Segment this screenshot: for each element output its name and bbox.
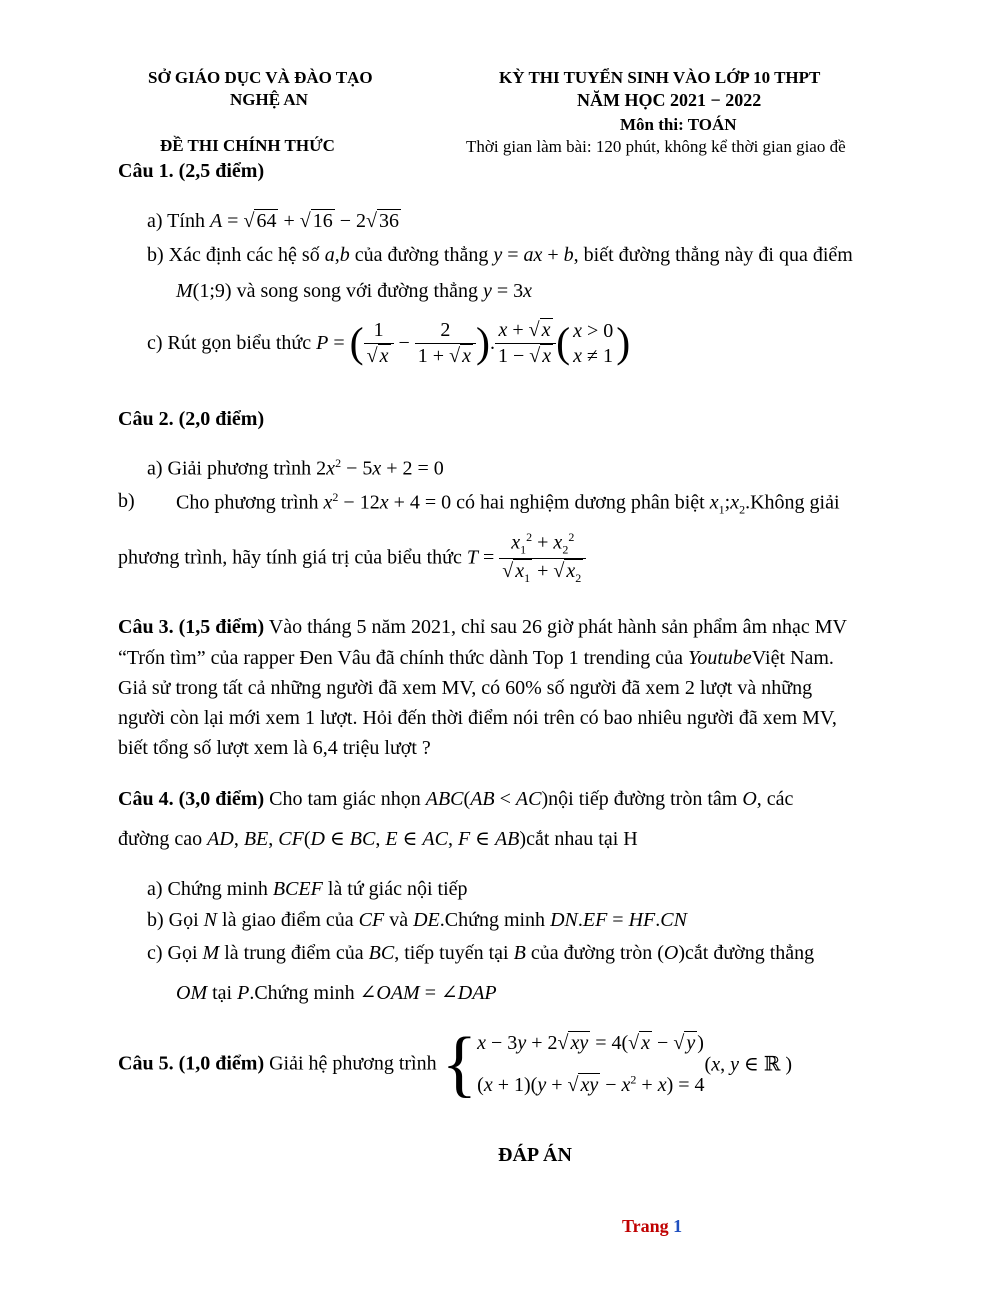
q2-b-text2: có hai nghiệm dương phân biệt bbox=[456, 491, 705, 514]
q3-views-number: 6,4 bbox=[312, 737, 338, 759]
page-footer bbox=[622, 1216, 682, 1237]
q1-b-text2: của đường thẳng bbox=[354, 244, 489, 266]
q4-c-text7: Chứng minh bbox=[254, 982, 355, 1004]
q3-line2a: “Trốn tìm” của rapper Đen Vâu đã chính thức dành Top 1 trending của bbox=[118, 647, 684, 669]
q3-line1-text: Vào tháng 5 năm 2021, chỉ sau 26 giờ phát hành sản phẩm âm nhạc MV bbox=[268, 616, 847, 638]
q4-title: Câu 4. (3,0 điểm) bbox=[118, 788, 265, 810]
q1-b-text3: biết đường thẳng này đi qua điểm bbox=[583, 244, 853, 266]
province-name: NGHỆ AN bbox=[230, 90, 308, 109]
official-exam-label: ĐỀ THI CHÍNH THỨC bbox=[160, 136, 335, 155]
q4-c-text6: tại bbox=[212, 982, 233, 1004]
q3-line2 bbox=[118, 647, 834, 670]
q1-b-line2: M(1;9) và song song với đường thẳng y = 3x bbox=[176, 280, 533, 302]
q1-a: a) Tính A = √ 64 + √ 16 − 2√ 36 bbox=[147, 210, 399, 232]
q4-t1: Cho tam giác nhọn bbox=[269, 788, 421, 810]
q4-b-text2: là giao điểm của bbox=[222, 909, 354, 931]
q4-b: b) Gọi N là giao điểm của CF và DE.Chứng minh DN.EF = HF.CN bbox=[147, 909, 687, 931]
q4-a: a) Chứng minh BCEF là tứ giác nội tiếp bbox=[147, 878, 468, 900]
q4-t4: đường cao bbox=[118, 828, 203, 850]
q4-a-text: a) Chứng minh bbox=[147, 878, 268, 900]
q4-c-line1: c) Gọi M là trung điểm của BC, tiếp tuyến tại B của đường tròn (O)cắt đường thẳng bbox=[147, 942, 815, 964]
q4-t3: các bbox=[766, 788, 794, 810]
q2-b-line2: phương trình, hãy tính giá trị của biểu thức T = $\frac{x_1^2 + x_2^2}{√ x_1 + √ x_2}$ bbox=[118, 530, 586, 586]
q5-text: Giải hệ phương trình bbox=[269, 1052, 437, 1075]
q2-b-line1: Cho phương trình $x^2 - 12x + 4 = 0$ có hai nghiệm dương phân biệt $x_1;x_2.Không$ giải bbox=[176, 490, 840, 517]
q3-line3: Giả sử trong tất cả những người đã xem MV, có 60% số người đã xem 2 lượt và những bbox=[118, 677, 813, 699]
q4-a-text2: là tứ giác nội tiếp bbox=[327, 878, 468, 900]
q4-t2: nội tiếp đường tròn tâm bbox=[548, 788, 738, 810]
department-name: SỞ GIÁO DỤC VÀ ĐÀO TẠO bbox=[148, 68, 373, 87]
q2-b-text3: Không giải bbox=[750, 491, 840, 514]
q2-a-text: a) Giải phương trình bbox=[147, 457, 312, 480]
q5-line: Câu 5. (1,0 điểm) Giải hệ phương trình { x − 3y + 2√ xy = 4(√ x − √ y ) (x + 1)(y + √ xy − $x^2 + x) = 4$ (x, y ∈ ℝ ) bbox=[118, 1023, 793, 1105]
q1-a-text: a) Tính bbox=[147, 210, 205, 232]
q4-b-text1: b) Gọi bbox=[147, 909, 199, 931]
q2-a: a) Giải phương trình $2x^2 - 5x + 2 = 0$ bbox=[147, 456, 444, 480]
q4-line2: đường cao AD, BE, CF(D ∈ BC, E ∈ AC, F ∈ AB)cắt nhau tại H bbox=[118, 828, 638, 850]
q4-b-text4: Chứng minh bbox=[444, 909, 546, 931]
q2-b-text4: phương trình, hãy tính giá trị của biểu thức bbox=[118, 546, 462, 569]
q5-title: Câu 5. (1,0 điểm) bbox=[118, 1052, 265, 1075]
q2-title: Câu 2. (2,0 điểm) bbox=[118, 408, 265, 430]
q4-c-text5: cắt đường thẳng bbox=[685, 942, 815, 964]
answer-heading: ĐÁP ÁN bbox=[498, 1144, 572, 1166]
q4-b-text3: và bbox=[389, 909, 409, 931]
q3-title: Câu 3. (1,5 điểm) bbox=[118, 616, 265, 638]
page-number: 1 bbox=[673, 1216, 683, 1236]
q1-b-text4: và song song với đường thẳng bbox=[236, 280, 478, 302]
q1-title: Câu 1. (2,5 điểm) bbox=[118, 160, 265, 182]
q1-c: c) Rút gọn biểu thức P = ( $\frac{1}{√ x}$ − $\frac{2}{1 + √ x}$ ). $\frac{x + √ x}{1 - √ x}$ ( x > 0 x ≠ 1 ) bbox=[147, 319, 631, 367]
q3-line5 bbox=[118, 737, 431, 760]
q1-b-line1: b) Xác định các hệ số a,b của đường thẳng y = ax + b, biết đường thẳng này đi qua điểm bbox=[147, 244, 853, 266]
exam-title: KỲ THI TUYỂN SINH VÀO LỚP 10 THPT bbox=[499, 68, 821, 87]
time-allowed: Thời gian làm bài: 120 phút, không kể thời gian giao đề bbox=[466, 137, 846, 156]
q3-line1 bbox=[118, 616, 847, 639]
q4-c-line2: OM tại P.Chứng minh ∠OAM = ∠DAP bbox=[176, 982, 497, 1004]
q4-c-text2: là trung điểm của bbox=[224, 942, 364, 964]
school-year: NĂM HỌC 2021 − 2022 bbox=[577, 90, 762, 110]
q1-b-text1: b) Xác định các hệ số bbox=[147, 244, 320, 266]
q4-c-text3: tiếp tuyến tại bbox=[404, 942, 509, 964]
q4-t5: cắt nhau tại H bbox=[526, 828, 638, 850]
q2-b-label: b) bbox=[118, 490, 135, 512]
q1-c-text: c) Rút gọn biểu thức bbox=[147, 332, 312, 354]
q3-line5a: biết tổng số lượt xem là bbox=[118, 737, 308, 759]
q3-youtube: Youtube bbox=[688, 647, 752, 669]
q2-b-text1: Cho phương trình bbox=[176, 491, 319, 514]
footer-label: Trang bbox=[622, 1216, 669, 1236]
q3-line2c: Việt Nam. bbox=[751, 647, 834, 669]
subject: Môn thi: TOÁN bbox=[620, 115, 737, 134]
q3-line5c: triệu lượt ? bbox=[342, 737, 431, 759]
q4-c-text1: c) Gọi bbox=[147, 942, 198, 964]
q4-c-text4: của đường tròn bbox=[530, 942, 653, 964]
q4-line1: Câu 4. (3,0 điểm) Cho tam giác nhọn ABC(AB < AC)nội tiếp đường tròn tâm O, các bbox=[118, 788, 794, 810]
q3-line4: người còn lại mới xem 1 lượt. Hỏi đến thời điểm nói trên có bao nhiêu người đã xem MV, bbox=[118, 707, 837, 729]
